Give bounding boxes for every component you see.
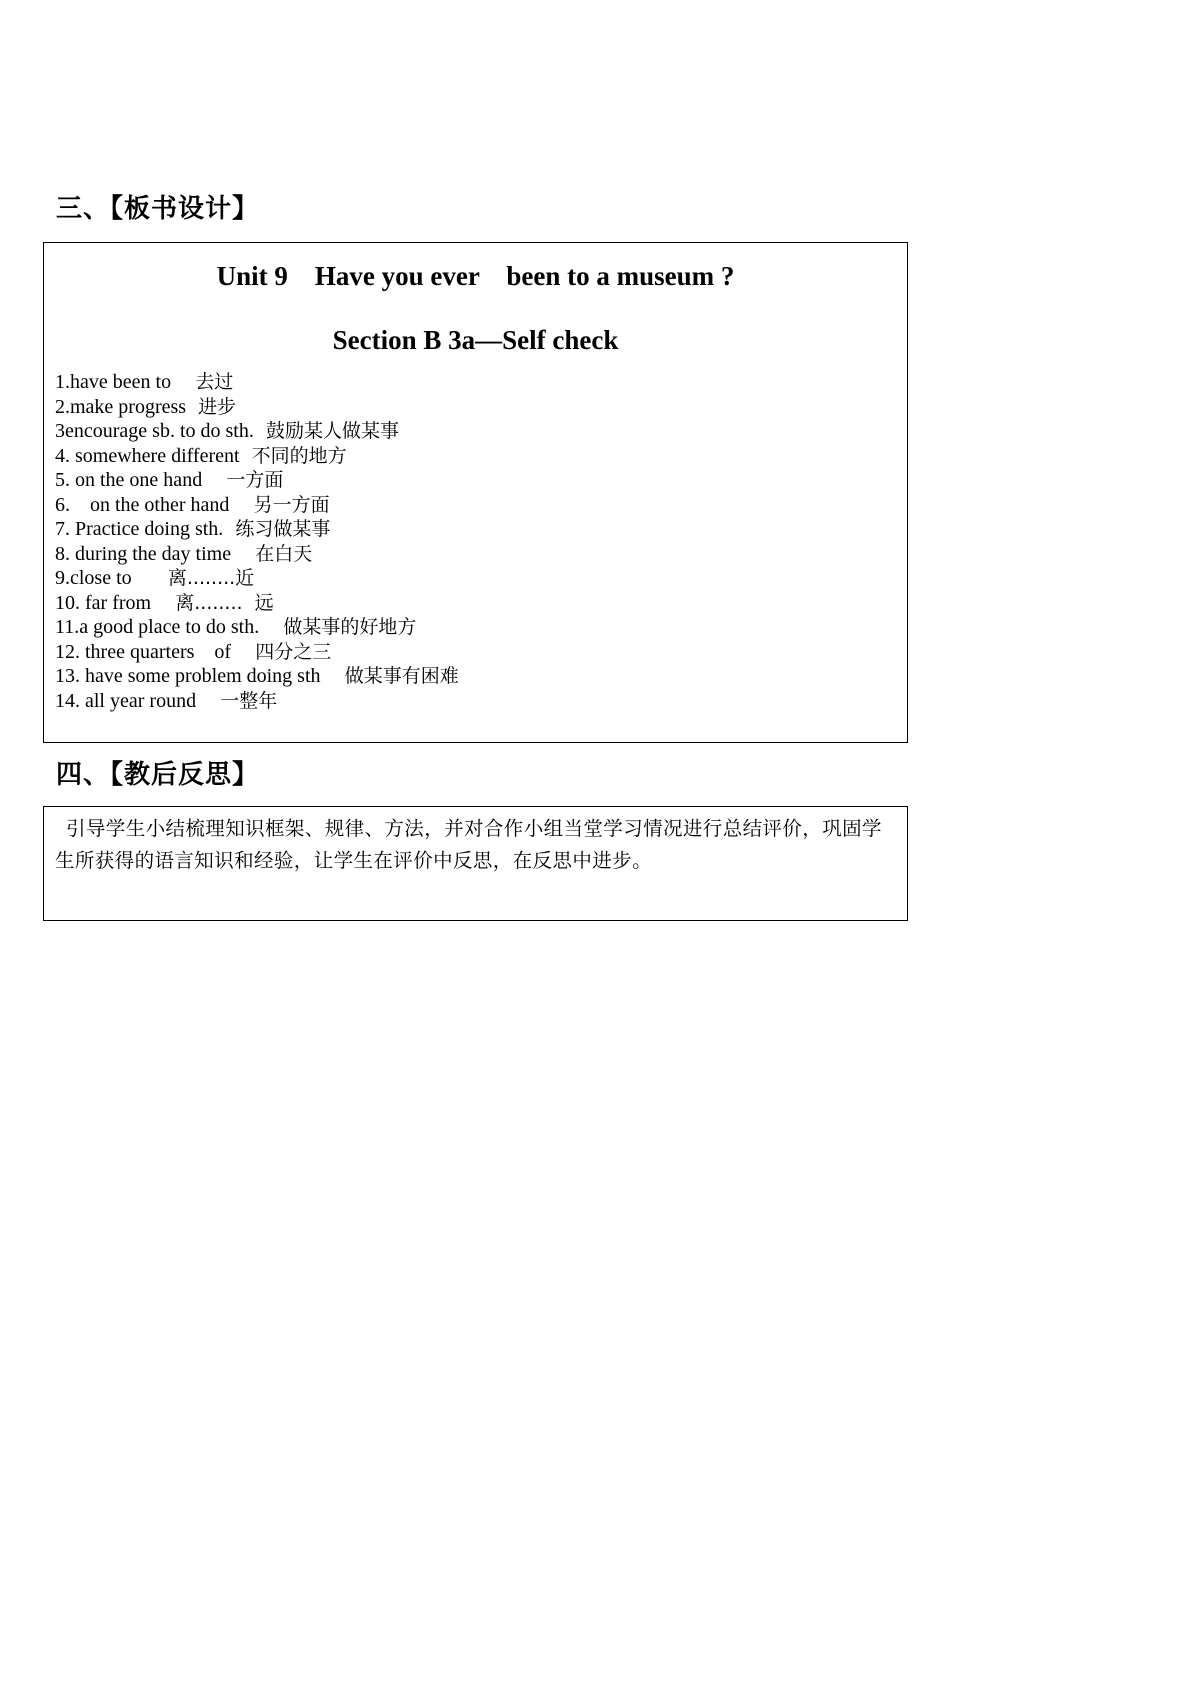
list-item [55,615,459,640]
reflection-box [43,806,908,921]
phrase-english: 14. all year round [55,689,197,712]
phrase-chinese: 四分之三 [231,640,332,663]
phrase-english: 3encourage sb. to do sth. [55,420,254,442]
phrase-english: 5. on the one hand [55,469,203,491]
list-item [55,591,459,616]
phrase-english: 7. Practice doing sth. [55,518,224,540]
list-item [55,517,459,542]
phrase-chinese: 离........ 远 [151,591,274,614]
section-heading-teaching-reflection: 四、【教后反思】 [56,760,260,790]
phrase-chinese: 进步 [186,395,237,418]
reflection-text: 引导学生小结梳理知识框架、规律、方法，并对合作小组当堂学习情况进行总结评价，巩固学生所获得的语言知识和经验，让学生在评价中反思，在反思中进步。 [55,817,882,872]
list-item [55,370,459,395]
list-item [55,542,459,567]
phrase-english: 8. during the day time [55,542,232,565]
phrase-english: 4. somewhere different [55,444,240,467]
phrase-chinese: 一方面 [202,469,284,491]
list-item [55,689,459,714]
phrase-list [55,370,459,713]
list-item [55,640,459,665]
phrase-chinese: 离........近 [131,567,255,589]
section-heading-board-design: 三、【板书设计】 [56,194,260,224]
section-title: Section B 3a—Self check [332,325,619,355]
phrase-chinese: 做某事的好地方 [259,616,417,638]
phrase-english: 13. have some problem doing sth [55,665,321,687]
phrase-english: 10. far from [55,591,152,614]
phrase-english: 1.have been to [55,371,172,393]
list-item [55,566,459,591]
list-item [55,468,459,493]
list-item [55,395,459,420]
phrase-english: 2.make progress [55,395,187,418]
phrase-english: 6. on the other hand [55,493,230,516]
list-item [55,419,459,444]
phrase-chinese: 在白天 [231,542,313,565]
list-item [55,444,459,469]
phrase-chinese: 不同的地方 [239,444,347,467]
unit-title: Unit 9 Have you ever been to a museum ? [216,261,735,291]
phrase-chinese: 另一方面 [229,493,330,516]
phrase-chinese: 做某事有困难 [320,665,459,687]
list-item [55,493,459,518]
phrase-english: 12. three quarters of [55,640,232,663]
phrase-english: 9.close to [55,567,132,589]
phrase-chinese: 鼓励某人做某事 [253,420,399,442]
phrase-chinese: 练习做某事 [223,518,331,540]
list-item [55,664,459,689]
phrase-chinese: 去过 [171,371,234,393]
phrase-chinese: 一整年 [196,689,278,712]
board-design-box [43,242,908,743]
phrase-english: 11.a good place to do sth. [55,616,260,638]
